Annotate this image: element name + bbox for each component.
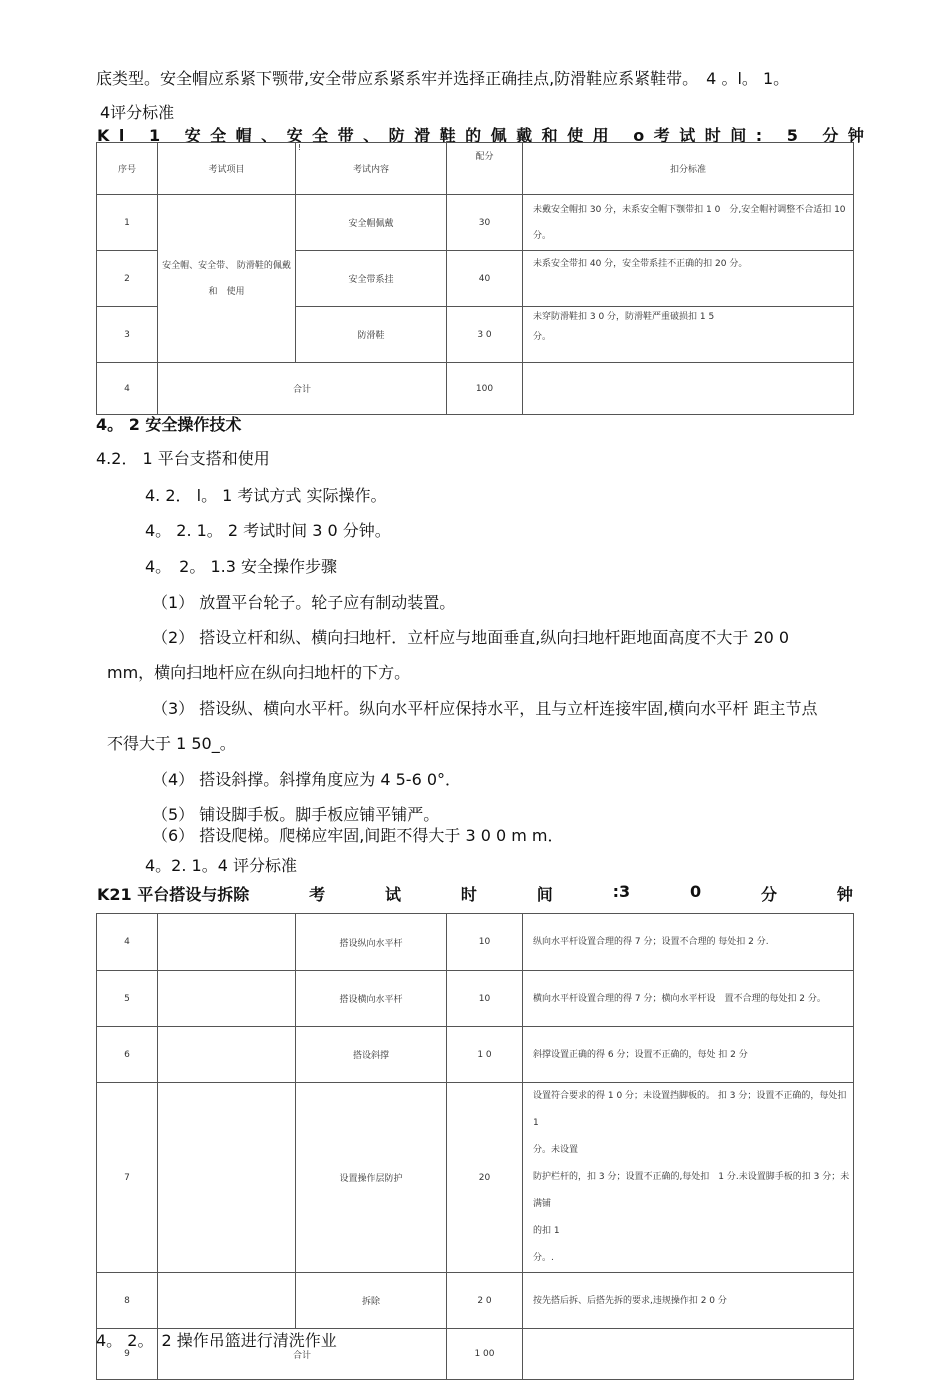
- table2-row7-criteria-line: 的扣 1: [533, 1226, 560, 1236]
- table1-row2-criteria: 未系安全带扣 40 分，安全带系挂不正确的扣 20 分。: [523, 251, 854, 307]
- table2-title-part: 时: [460, 885, 477, 904]
- table2-row7-seq: 7: [97, 1083, 158, 1273]
- step-4: （4） 搭设斜撑。斜撑角度应为 4 5-6 0°．: [152, 770, 462, 789]
- table2-title-part: :3: [612, 882, 631, 901]
- table2-title-part: 考: [309, 885, 326, 904]
- table2-row7-score: 20: [447, 1083, 523, 1273]
- table2-row7-content: 设置操作层防护: [296, 1083, 447, 1273]
- table2-row7-criteria-line: 防护栏杆的，扣 3 分；设置不正确的,每处扣 1 分.未设置脚手板的扣 3 分；未满铺: [533, 1172, 850, 1209]
- table2-row8-content: 拆除: [296, 1273, 447, 1329]
- table1-row2-content: 安全带系挂: [296, 251, 447, 307]
- table2-title-part: 试: [384, 885, 401, 904]
- table1-header-row: [97, 143, 854, 195]
- table1-header-content: [296, 143, 447, 195]
- table2-title-part: K21 平台搭设与拆除: [97, 885, 250, 904]
- subsection-1: 4.2． 1 平台支搭和使用: [96, 449, 270, 468]
- table1: [96, 142, 854, 415]
- table2-row4-item: [158, 914, 296, 971]
- table1-row1-score: 30: [447, 195, 523, 251]
- table1-row3-content: 防滑鞋: [296, 307, 447, 363]
- table2-title-part: 间: [536, 885, 553, 904]
- table2-total-seq: 9: [97, 1329, 158, 1380]
- table1-total-label: 合计: [158, 363, 447, 415]
- subsection-1-4: 4。2. 1。4 评分标准: [145, 856, 297, 875]
- table2-title-part: 分: [761, 885, 778, 904]
- table1-header-seq: 序号: [97, 143, 158, 195]
- table2-row8-score: 2 0: [447, 1273, 523, 1329]
- table1-row1-seq: 1: [97, 195, 158, 251]
- table2-row5-content: 搭设横向水平杆: [296, 971, 447, 1027]
- table-row: [97, 363, 854, 415]
- table1-row3-score: 3 0: [447, 307, 523, 363]
- table1-header-mark: !: [298, 143, 302, 152]
- table2-total-score: 1 00: [447, 1329, 523, 1380]
- table2-title-part: 钟: [836, 885, 853, 904]
- table2-row8-criteria: 按先搭后拆、后搭先拆的要求,违规操作扣 2 0 分: [523, 1273, 854, 1329]
- table2-row6-item: [158, 1027, 296, 1083]
- table1-row1-criteria: 未戴安全帽扣 30 分，未系安全帽下颚带扣 1 0 分,安全帽衬调整不合适扣 10 分。: [523, 195, 854, 251]
- intro-line-1: 底类型。安全帽应系紧下颚带,安全带应系紧系牢并选择正确挂点,防滑鞋应系紧鞋带。 4 。l。 1。: [96, 69, 790, 88]
- table2-row7-criteria-line: 设置符合要求的得 1 0 分；未设置挡脚板的。 扣 3 分；设置不正确的，每处扣 1: [533, 1091, 847, 1128]
- subsection-1-1: 4. 2． l。 1 考试方式 实际操作。: [145, 486, 387, 505]
- table1-header-criteria: 扣分标准: [523, 143, 854, 195]
- table1-row2-seq: 2: [97, 251, 158, 307]
- intro-line-2: 4评分标准: [100, 103, 175, 122]
- step-2: （2） 搭设立杆和纵、横向扫地杆．立杆应与地面垂直,纵向扫地杆距地面高度不大于 20 0: [152, 628, 790, 647]
- table-row: [97, 1027, 854, 1083]
- table2-row4-criteria: 纵向水平杆设置合理的得 7 分；设置不合理的 每处扣 2 分.: [523, 914, 854, 971]
- table2-title: [97, 882, 853, 905]
- table-row: [97, 971, 854, 1027]
- table1-header-score: 配分: [447, 143, 523, 195]
- step-1: （1） 放置平台轮子。轮子应有制动装置。: [152, 593, 456, 612]
- table1-total-seq: 4: [97, 363, 158, 415]
- table2: [96, 913, 854, 1380]
- table2-row6-score: 1 0: [447, 1027, 523, 1083]
- table2-total-label: 合计: [158, 1329, 447, 1380]
- table1-total-criteria: [523, 363, 854, 415]
- table1-item-cell: 安全帽、安全带、 防滑鞋的佩戴和 使用: [158, 195, 296, 363]
- table2-row8-item: [158, 1273, 296, 1329]
- table2-row5-item: [158, 971, 296, 1027]
- step-3-cont: 不得大于 1 50_。: [107, 734, 236, 753]
- table2-row6-content: 搭设斜撑: [296, 1027, 447, 1083]
- step-3: （3） 搭设纵、横向水平杆。纵向水平杆应保持水平，且与立杆连接牢固,横向水平杆 距主节点: [152, 699, 818, 718]
- step-6: （6） 搭设爬梯。爬梯应牢固,间距不得大于 3 0 0 m m．: [152, 826, 564, 845]
- table-row: [97, 1083, 854, 1273]
- table1-header-content-label: 考试内容: [352, 165, 389, 175]
- table2-row7-criteria-line: 分。未设置: [533, 1145, 579, 1155]
- table2-row6-seq: 6: [97, 1027, 158, 1083]
- subsection-1-2: 4。 2. 1。 2 考试时间 3 0 分钟。: [145, 521, 391, 540]
- table1-title: Kl 1 安全帽、安全带、防滑鞋的佩戴和使用 o考试时间: 5 分钟: [97, 126, 874, 145]
- step-2-cont: mm，横向扫地杆应在纵向扫地杆的下方。: [107, 663, 411, 682]
- table1-total-score: 100: [447, 363, 523, 415]
- table1-header-item: 考试项目: [158, 143, 296, 195]
- table2-row8-seq: 8: [97, 1273, 158, 1329]
- table-row: [97, 195, 854, 251]
- table2-row5-score: 10: [447, 971, 523, 1027]
- table1-row1-content: 安全帽佩戴: [296, 195, 447, 251]
- table2-row7-criteria: [523, 1083, 854, 1273]
- step-5: （5） 铺设脚手板。脚手板应铺平铺严。: [152, 805, 440, 824]
- table1-row3-seq: 3: [97, 307, 158, 363]
- section-heading: 4。 2 安全操作技术: [96, 415, 242, 434]
- table2-row4-content: 搭设纵向水平杆: [296, 914, 447, 971]
- subsection-1-3: 4。 2。 1.3 安全操作步骤: [145, 557, 337, 576]
- table2-row5-seq: 5: [97, 971, 158, 1027]
- table2-row7-item: [158, 1083, 296, 1273]
- table2-row4-seq: 4: [97, 914, 158, 971]
- table1-row2-score: 40: [447, 251, 523, 307]
- table-row: [97, 1273, 854, 1329]
- table2-row7-criteria-line: 分。.: [533, 1253, 554, 1263]
- table2-row4-score: 10: [447, 914, 523, 971]
- footer-heading: 4。 2。 2 操作吊篮进行清洗作业: [96, 1331, 337, 1350]
- table1-row3-criteria: 未穿防滑鞋扣 3 0 分，防滑鞋严重破损扣 1 5 分。: [523, 307, 854, 363]
- table-row: [97, 914, 854, 971]
- table2-title-part: 0: [690, 882, 702, 901]
- table2-row5-criteria: 横向水平杆设置合理的得 7 分；横向水平杆设 置不合理的每处扣 2 分。: [523, 971, 854, 1027]
- table2-row6-criteria: 斜撑设置正确的得 6 分；设置不正确的，每处 扣 2 分: [523, 1027, 854, 1083]
- table2-total-criteria: [523, 1329, 854, 1380]
